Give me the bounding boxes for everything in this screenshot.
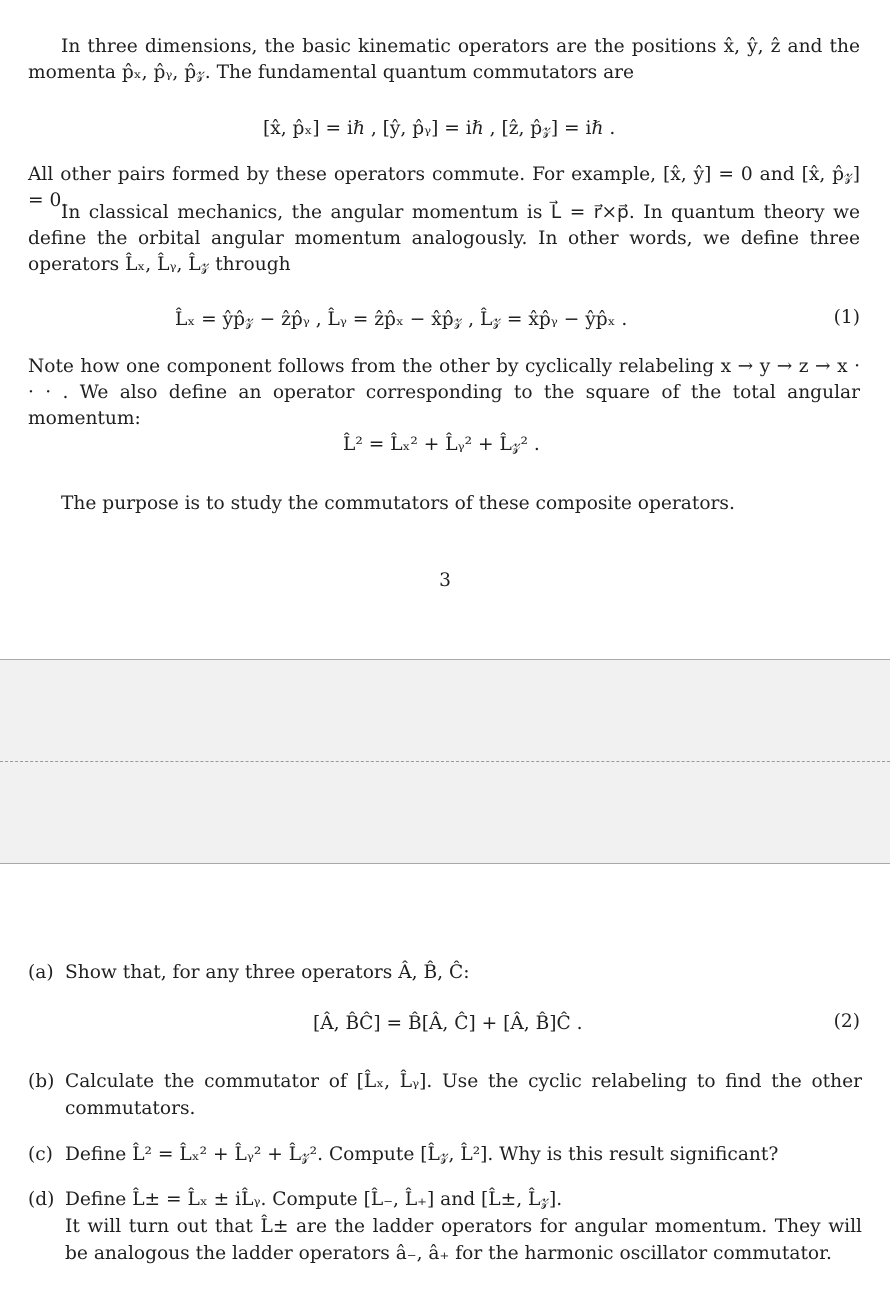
problem-b (28, 1068, 862, 1122)
page-break-dashed-line (0, 761, 890, 762)
problem-b-label: (b) (28, 1071, 55, 1092)
equation-2: [Â, B̂Ĉ] = B̂[Â, Ĉ] + [Â, B̂]Ĉ . (313, 1013, 583, 1034)
problem-c-label: (c) (28, 1144, 53, 1165)
angular-momentum-paragraph: In classical mechanics, the angular momentum is L⃗ = r⃗×p⃗. In quantum theory we define the orbital angular momentum analogously. In other words, we define three operators L̂ₓ, L̂ᵧ, L̂𝓏 through (28, 202, 860, 275)
purpose-paragraph: The purpose is to study the commutators of these composite operators. (61, 493, 735, 514)
equation-2-number: (2) (833, 1011, 860, 1032)
problem-a-text: Show that, for any three operators Â, B̂, Ĉ: (65, 962, 470, 983)
L-squared-equation: L̂² = L̂ₓ² + L̂ᵧ² + L̂𝓏² . (343, 434, 540, 455)
problem-c-text: Define L̂² = L̂ₓ² + L̂ᵧ² + L̂𝓏². Compute [L̂𝓏, L̂²]. Why is this result significant? (65, 1144, 779, 1165)
problem-d (28, 1186, 862, 1267)
problem-d-text: Define L̂± = L̂ₓ ± iL̂ᵧ. Compute [L̂₋, L̂₊] and [L̂±, L̂𝓏]. (65, 1189, 563, 1210)
problem-a (28, 959, 862, 986)
commute-paragraph: All other pairs formed by these operators commute. For example, [x̂, ŷ] = 0 and [x̂, p̂𝓏] = 0. (28, 164, 860, 211)
problem-b-text: Calculate the commutator of [L̂ₓ, L̂ᵧ]. Use the cyclic relabeling to find the other commutators. (65, 1071, 862, 1119)
equation-1-number: (1) (833, 307, 860, 328)
cyclic-relabel-paragraph: Note how one component follows from the other by cyclically relabeling x → y → z → x · · · . We also define an operator corresponding to the square of the total angular momentum: (28, 356, 860, 429)
page-number: 3 (439, 570, 451, 591)
equation-1: L̂ₓ = ŷp̂𝓏 − ẑp̂ᵧ , L̂ᵧ = ẑp̂ₓ − x̂p̂𝓏 , L̂𝓏 = x̂p̂ᵧ − ŷp̂ₓ . (175, 309, 628, 330)
problem-d-note: It will turn out that L̂± are the ladder operators for angular momentum. They will be analogous the ladder operators â₋, â₊ for the harmonic oscillator commutator. (65, 1216, 862, 1264)
fundamental-commutators-equation: [x̂, p̂ₓ] = iℏ , [ŷ, p̂ᵧ] = iℏ , [ẑ, p̂𝓏] = iℏ . (263, 118, 616, 139)
problem-c (28, 1141, 862, 1168)
intro-paragraph: In three dimensions, the basic kinematic operators are the positions x̂, ŷ, ẑ and the momenta p̂ₓ, p̂ᵧ, p̂𝓏. The fundamental quantum commutators are (28, 36, 860, 83)
problem-d-label: (d) (28, 1189, 55, 1210)
problem-a-label: (a) (28, 962, 54, 983)
